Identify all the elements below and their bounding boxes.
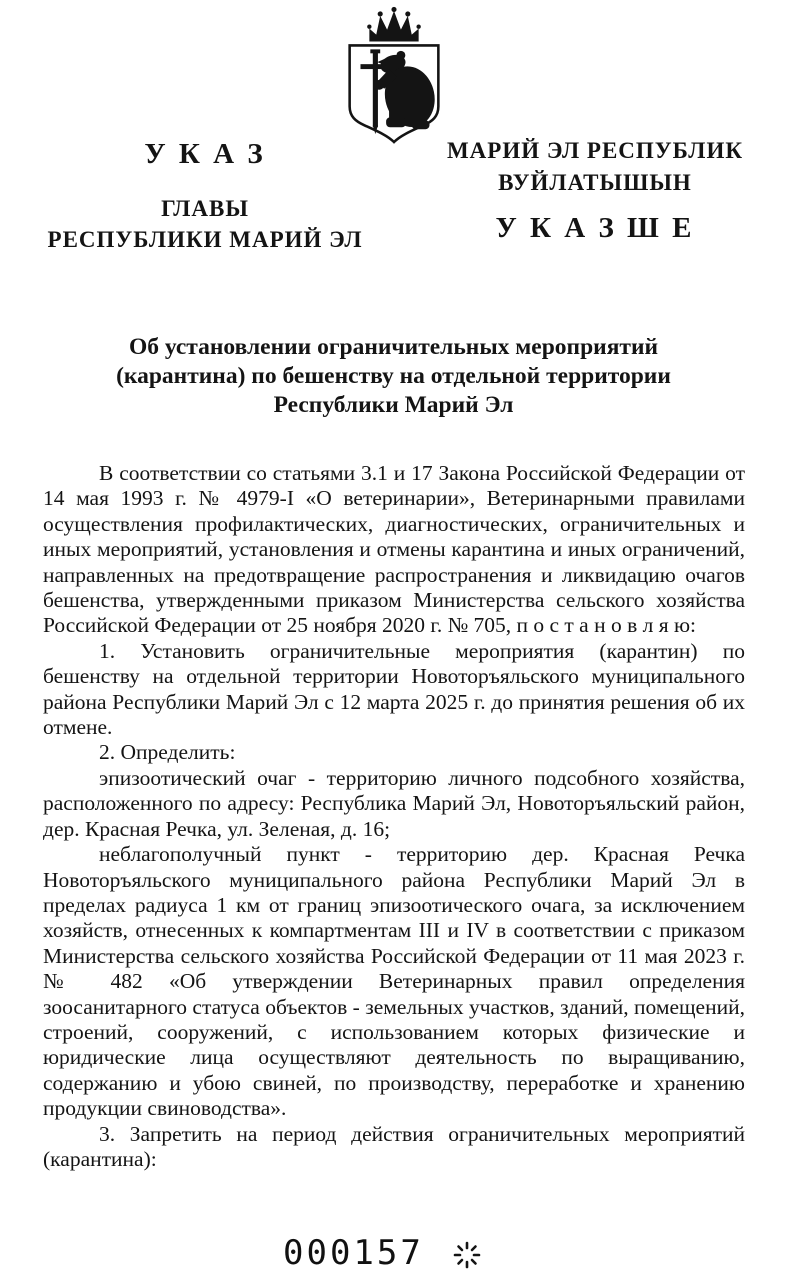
paragraph-item-1: 1. Установить ограничительные мероприятия (карантин) по бешенству на отдельной территории Новоторъяльского муниципального района Республики Марий Эл с 12 марта 2025 г. до принятия решения об их отмене. <box>43 638 745 740</box>
header-russian-block <box>38 138 372 258</box>
decree-issuer-ru-line1: ГЛАВЫ <box>161 196 249 221</box>
paragraph-preamble: В соответствии со статьями 3.1 и 17 Закона Российской Федерации от 14 мая 1993 г. № 4979-I «О ветеринарии», Ветеринарными правилами осуществления профилактических, диагностических, ограничительных и иных мероприятий, установления и отмены карантина и иных ограничений, направленных на предотвращение распространения и ликвидацию очагов бешенства, утвержденными приказом Министерства сельского хозяйства Российской Федерации от 25 ноября 2020 г. № 705, п о с т а н о в л я ю: <box>43 461 745 638</box>
page-counter-stamp: 000157 <box>283 1233 424 1273</box>
asterisk-stamp-icon <box>452 1240 482 1270</box>
decree-issuer-ru-line2: РЕСПУБЛИКИ МАРИЙ ЭЛ <box>47 227 363 252</box>
paragraph-item-2: 2. Определить: <box>99 740 236 765</box>
title-line-2: (карантина) по бешенству на отдельной территории <box>116 363 671 389</box>
decree-word-mari: У К А З Ш Е <box>495 212 695 244</box>
paragraph-unfavorable-point: неблагополучный пункт - территорию дер. Красная Речка Новоторъяльского муниципального района Республики Марий Эл в пределах радиуса 1 км от границ эпизоотического очага, за исключением хозяйств, отнесенных к компартментам III и IV в соответствии с приказом Министерства сельского хозяйства Российской Федерации от 11 мая 2023 г. № 482 «Об утверждении Ветеринарных правил определения зоосанитарного статуса объектов - земельных участков, зданий, помещений, строений, сооружений, с использованием которых физические и юридические лица осуществляют деятельность по выращиванию, содержанию и убою свиней, по производству, переработке и хранению продукции свиноводства». <box>43 842 745 1121</box>
decree-issuer-mari-line2: ВУЙЛАТЫШЫН <box>498 170 692 195</box>
title-line-3: Республики Марий Эл <box>273 392 514 418</box>
decree-word-ru: У К А З <box>144 138 266 170</box>
decree-issuer-mari-line1: МАРИЙ ЭЛ РЕСПУБЛИК <box>446 138 744 163</box>
title-line-1: Об установлении ограничительных мероприятий <box>128 334 659 360</box>
paragraph-epizootic-focus: эпизоотический очаг - территорию личного подсобного хозяйства, расположенного по адресу: Республика Марий Эл, Новоторъяльский район, дер. Красная Речка, ул. Зеленая, д. 16; <box>43 765 745 841</box>
document-body <box>43 461 745 1172</box>
document-title <box>42 333 745 420</box>
header-mari-block <box>428 138 762 245</box>
paragraph-item-3: 3. Запретить на период действия ограничительных мероприятий (карантина): <box>43 1121 745 1171</box>
coat-of-arms-icon <box>328 6 460 144</box>
